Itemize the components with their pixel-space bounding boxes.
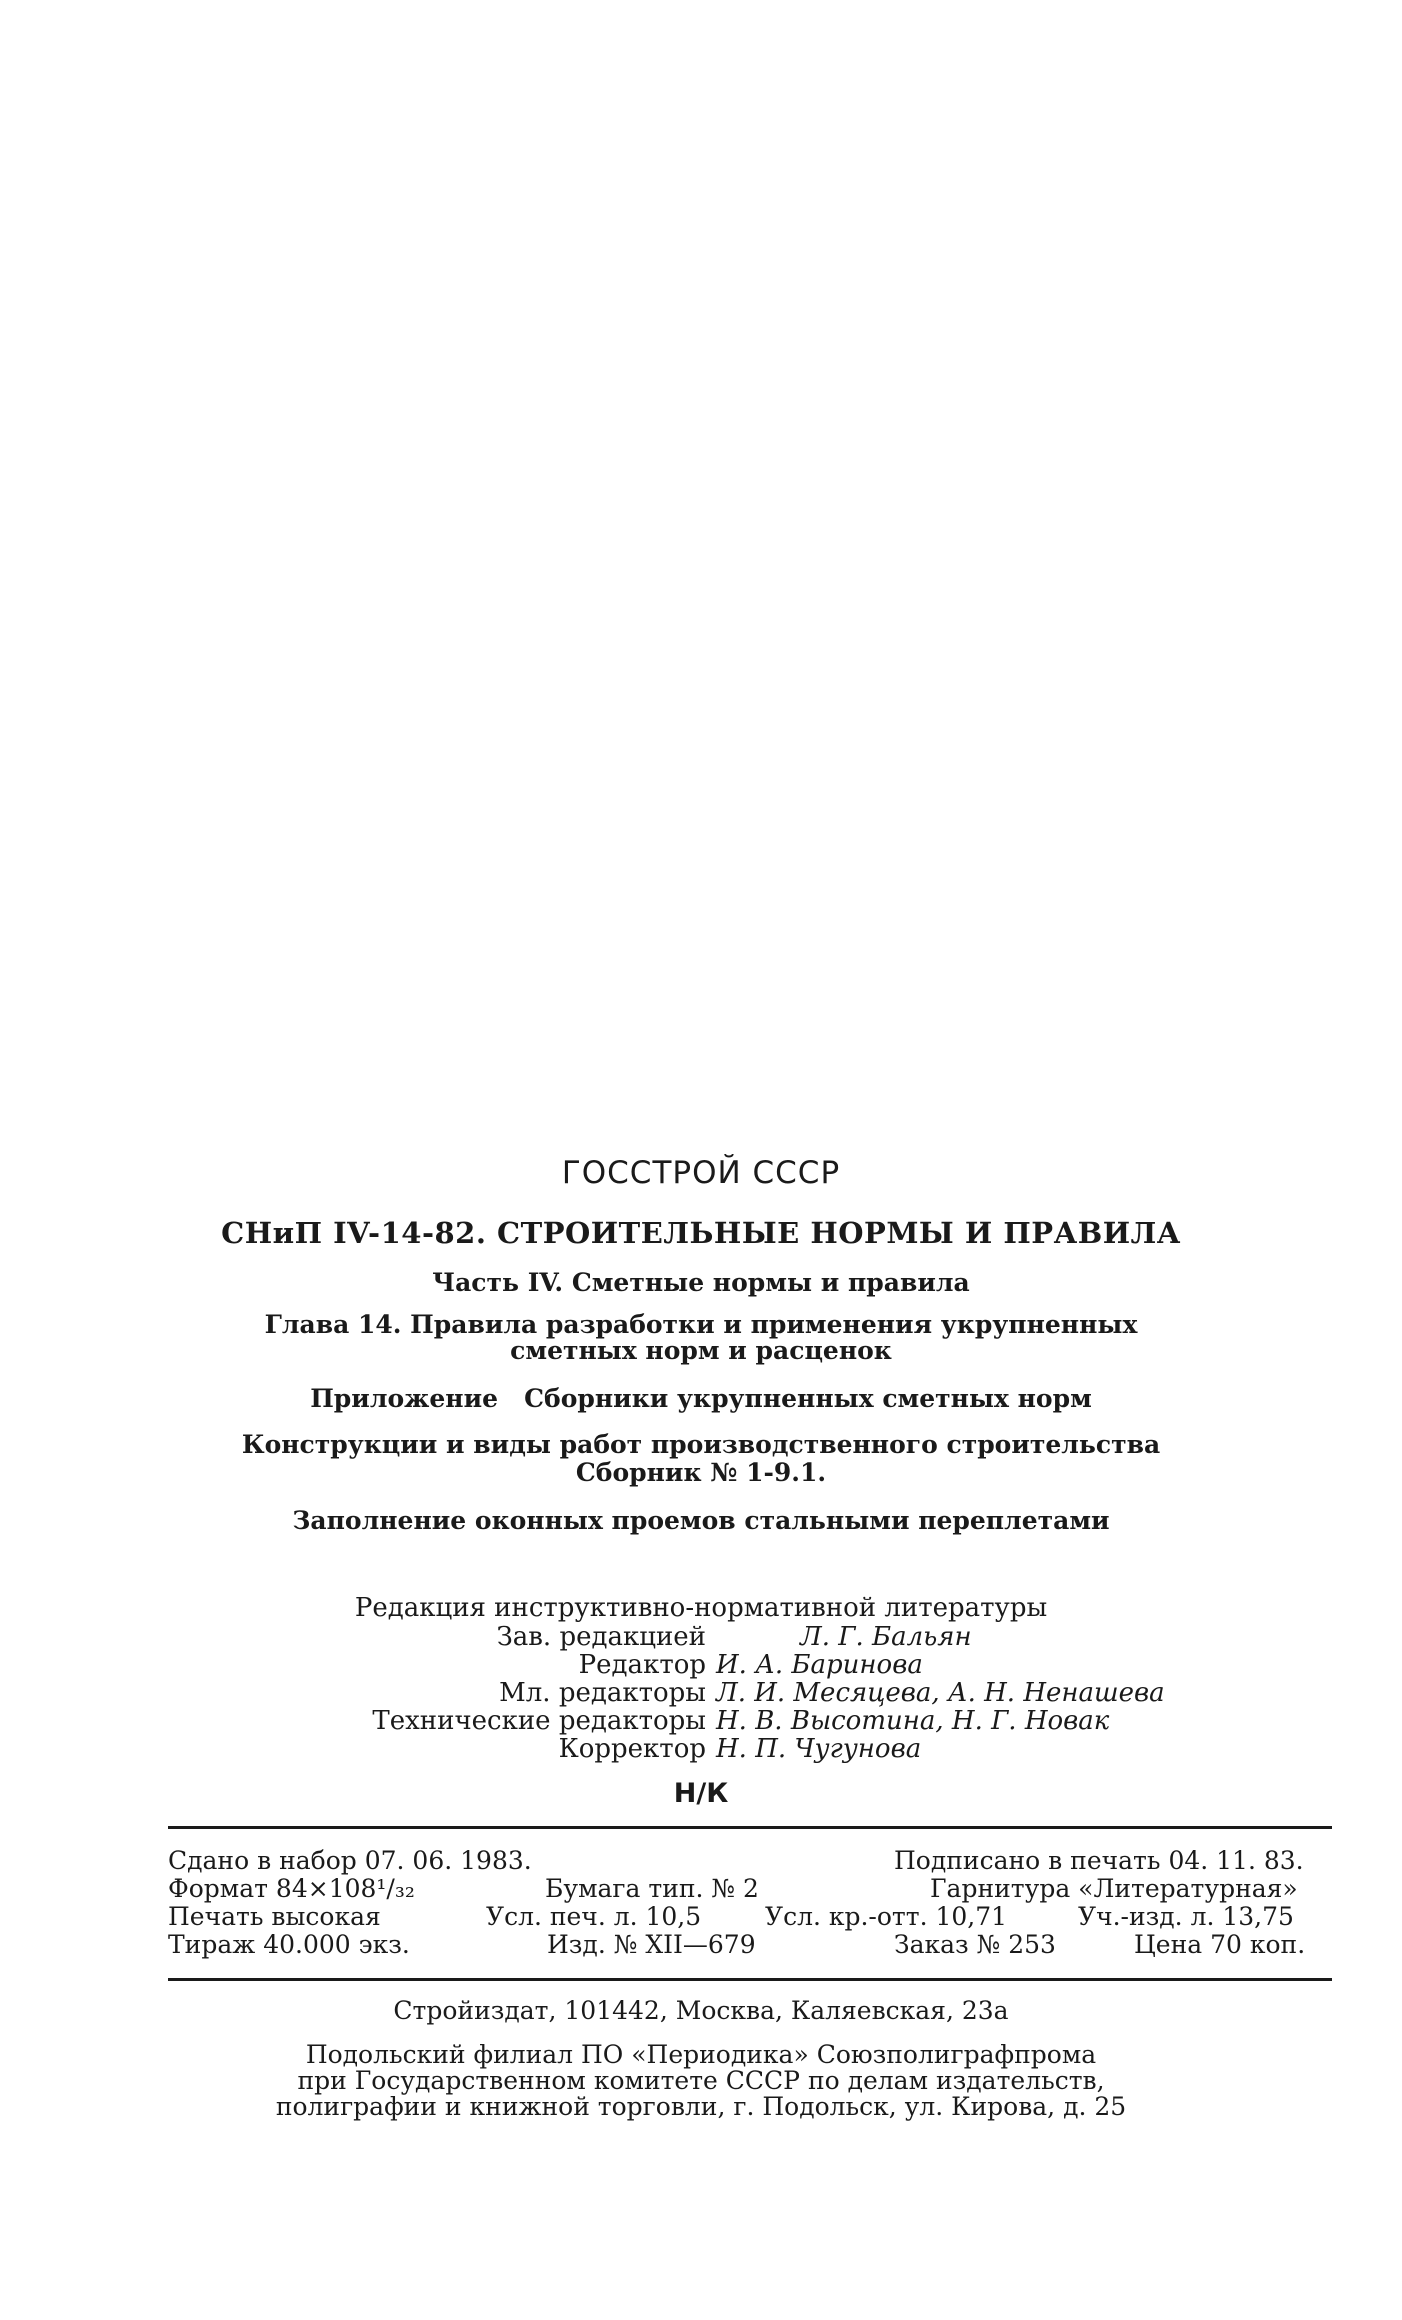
editorial-department: Редакция инструктивно-нормативной литературы (354, 1593, 1048, 1623)
printer-line-3: полиграфии и книжной торговли, г. Подольск, ул. Кирова, д. 25 (275, 2092, 1127, 2121)
imprint-color-sheets: Усл. кр.-отт. 10,71 (765, 1902, 1008, 1931)
nk-mark: Н/К (673, 1778, 729, 1809)
credit-role: Зав. редакцией (496, 1622, 706, 1652)
imprint-edition-sheets: Уч.-изд. л. 13,75 (1078, 1902, 1294, 1931)
chapter-title-line-1: Глава 14. Правила разработки и применения укрупненных (264, 1310, 1138, 1339)
credit-role: Мл. редакторы (499, 1678, 706, 1708)
credit-names: Н. П. Чугунова (716, 1734, 922, 1764)
credit-role: Корректор (558, 1734, 706, 1764)
collection-number: Сборник № 1-9.1. (575, 1458, 827, 1487)
collection-title-line-1: Конструкции и виды работ производственного строительства (241, 1430, 1161, 1459)
credit-row (0, 1678, 1402, 1708)
imprint-typeface: Гарнитура «Литературная» (930, 1874, 1298, 1903)
publisher-address: Стройиздат, 101442, Москва, Каляевская, 23а (393, 1996, 1009, 2025)
imprint-order: Заказ № 253 (894, 1930, 1056, 1959)
imprint-format: Формат 84×108¹/₃₂ (168, 1874, 415, 1903)
credit-names: Н. В. Высотина, Н. Г. Новак (716, 1706, 1110, 1736)
subject-title: Заполнение оконных проемов стальными переплетами (292, 1506, 1110, 1535)
imprint-print-sheets: Усл. печ. л. 10,5 (486, 1902, 702, 1931)
imprint-paper: Бумага тип. № 2 (545, 1874, 759, 1903)
credit-row (0, 1706, 1402, 1736)
part-title: Часть IV. Сметные нормы и правила (432, 1268, 970, 1297)
agency-title: ГОССТРОЙ СССР (561, 1155, 841, 1191)
imprint-edition-number: Изд. № XII—679 (547, 1930, 756, 1959)
divider-bottom (168, 1978, 1332, 1981)
credit-role: Редактор (578, 1650, 706, 1680)
credit-row (0, 1622, 1402, 1652)
imprint-typeset-date: Сдано в набор 07. 06. 1983. (168, 1846, 532, 1875)
credit-role: Технические редакторы (372, 1706, 706, 1736)
imprint-print-date: Подписано в печать 04. 11. 83. (894, 1846, 1304, 1875)
credit-row (0, 1650, 1402, 1680)
imprint-price: Цена 70 коп. (1134, 1930, 1306, 1959)
imprint-printing: Печать высокая (168, 1902, 381, 1931)
credit-names: Л. И. Месяцева, А. Н. Ненашева (716, 1678, 1165, 1708)
document-title: СНиП IV-14-82. СТРОИТЕЛЬНЫЕ НОРМЫ И ПРАВИЛА (221, 1216, 1181, 1250)
printer-line-2: при Государственном комитете СССР по делам издательств, (297, 2066, 1105, 2095)
imprint-circulation: Тираж 40.000 экз. (168, 1930, 410, 1959)
chapter-title-line-2: сметных норм и расценок (510, 1336, 892, 1365)
credit-row (0, 1734, 1402, 1764)
credit-names: Л. Г. Бальян (800, 1622, 972, 1652)
appendix-title: Приложение Сборники укрупненных сметных норм (310, 1384, 1092, 1413)
printer-line-1: Подольский филиал ПО «Периодика» Союзполиграфпрома (305, 2040, 1097, 2069)
divider-top (168, 1826, 1332, 1829)
credit-names: И. А. Баринова (716, 1650, 923, 1680)
